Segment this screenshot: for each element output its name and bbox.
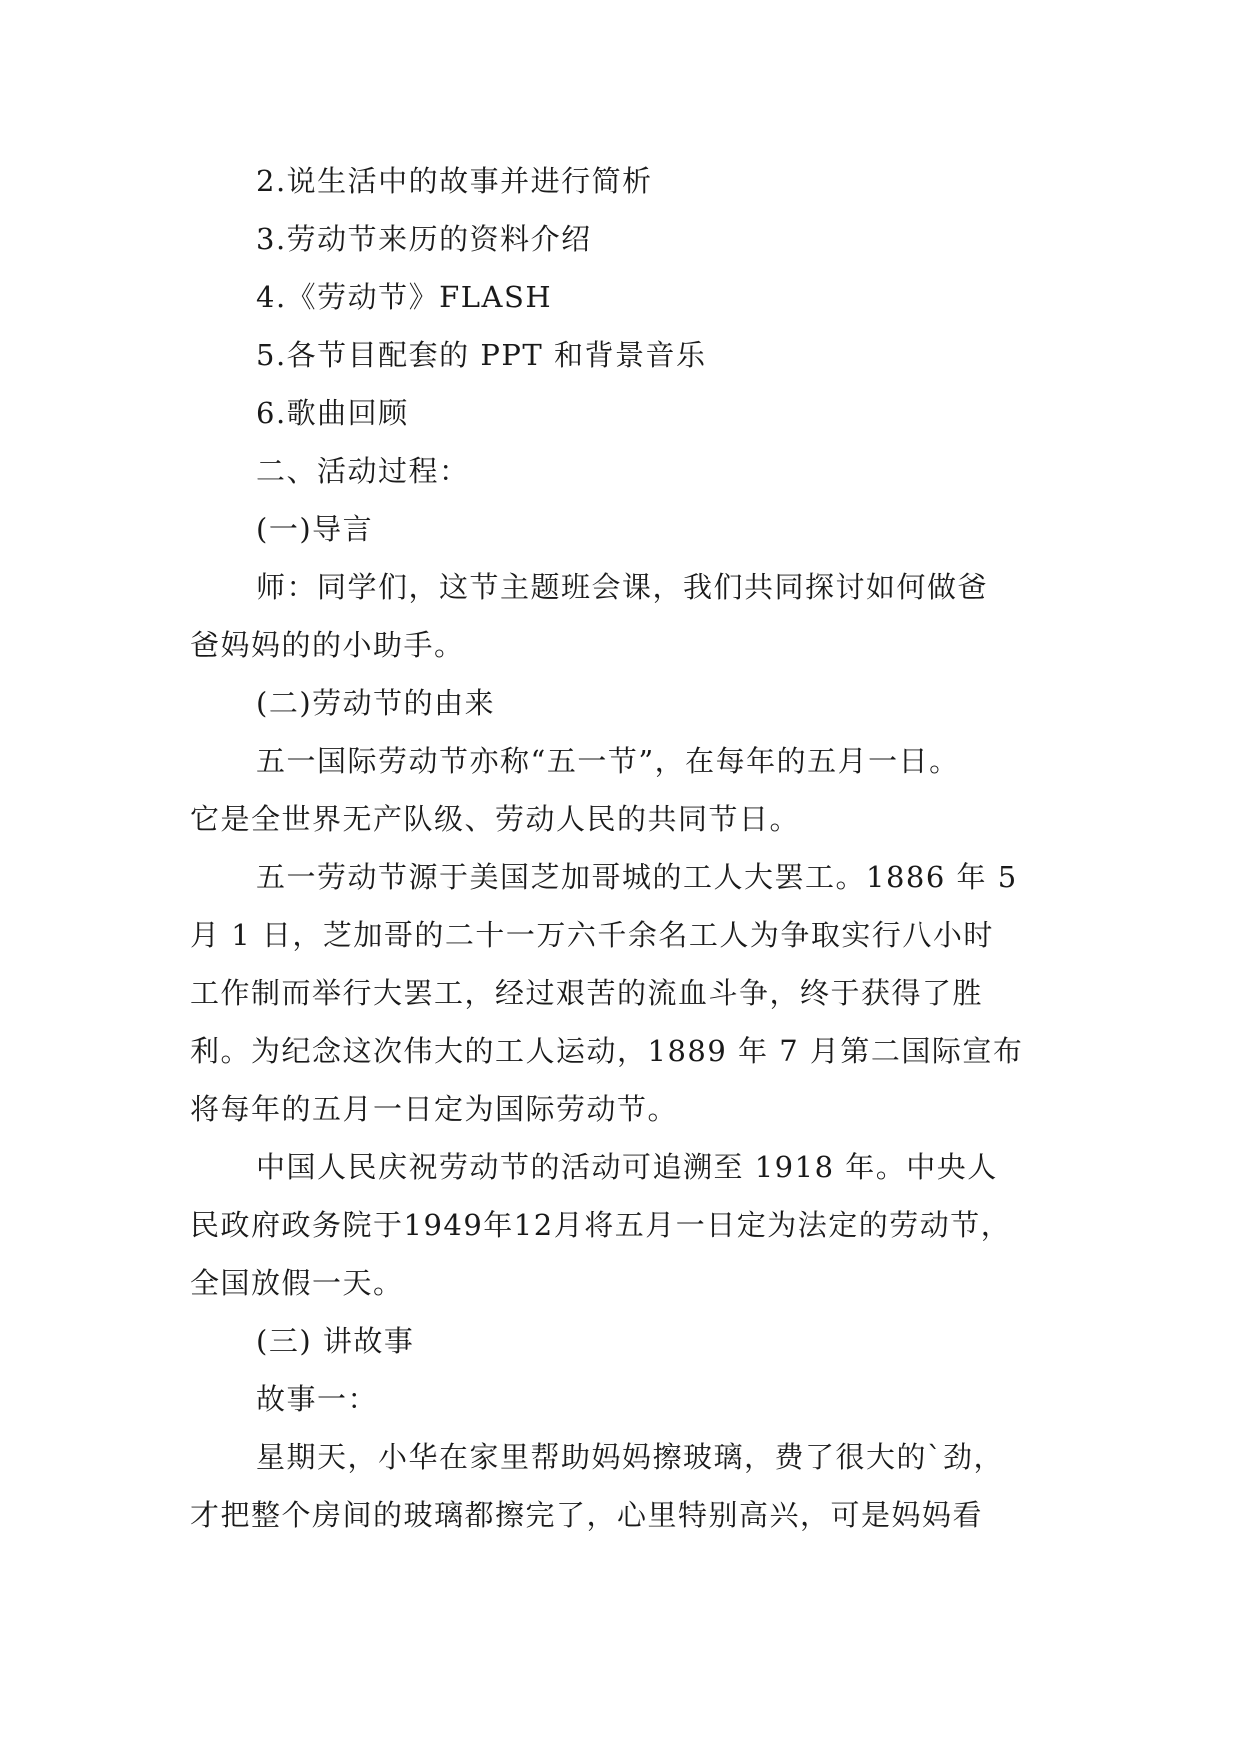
subheading-storytelling: (三) 讲故事	[256, 1324, 415, 1358]
paragraph-line: 中国人民庆祝劳动节的活动可追溯至 1918 年。中央人	[256, 1150, 998, 1184]
paragraph-line: 民政府政务院于1949年12月将五月一日定为法定的劳动节，	[190, 1208, 1012, 1242]
list-item-6: 6.歌曲回顾	[256, 396, 409, 430]
list-item-2: 2.说生活中的故事并进行简析	[256, 164, 653, 198]
paragraph-line: 才把整个房间的玻璃都擦完了，心里特别高兴，可是妈妈看	[190, 1498, 984, 1532]
paragraph-line: 五一劳动节源于美国芝加哥城的工人大罢工。1886 年 5	[256, 860, 1018, 894]
paragraph-line: 它是全世界无产队级、劳动人民的共同节日。	[190, 802, 801, 836]
section-heading-activity-process: 二、活动过程：	[256, 454, 470, 488]
paragraph-line: 全国放假一天。	[190, 1266, 404, 1300]
paragraph-line: 月 1 日，芝加哥的二十一万六千余名工人为争取实行八小时	[190, 918, 994, 952]
paragraph-line: 将每年的五月一日定为国际劳动节。	[190, 1092, 679, 1126]
document-body	[190, 152, 1050, 1544]
subheading-introduction: (一)导言	[256, 512, 374, 546]
paragraph-line: 星期天，小华在家里帮助妈妈擦玻璃，费了很大的`劲，	[256, 1440, 1005, 1474]
paragraph-line: 五一国际劳动节亦称“五一节”，在每年的五月一日。	[256, 744, 960, 778]
paragraph-line: 工作制而举行大罢工，经过艰苦的流血斗争，终于获得了胜	[190, 976, 984, 1010]
paragraph-line: 爸妈妈的的小助手。	[190, 628, 465, 662]
subheading-origin: (二)劳动节的由来	[256, 686, 496, 720]
paragraph-line: 利。为纪念这次伟大的工人运动，1889 年 7 月第二国际宣布	[190, 1034, 1024, 1068]
list-item-4: 4.《劳动节》FLASH	[256, 280, 553, 314]
list-item-3: 3.劳动节来历的资料介绍	[256, 222, 592, 256]
story-label: 故事一：	[256, 1382, 379, 1416]
list-item-5: 5.各节目配套的 PPT 和背景音乐	[256, 338, 707, 372]
paragraph-line: 师：同学们，这节主题班会课，我们共同探讨如何做爸	[256, 570, 989, 604]
